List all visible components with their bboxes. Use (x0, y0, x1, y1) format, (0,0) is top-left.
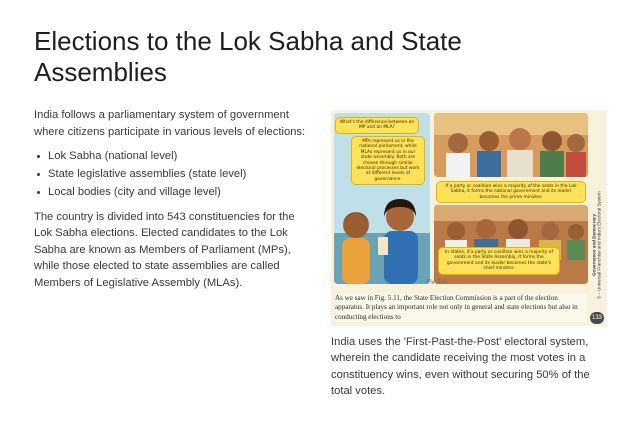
chapter-side-label (592, 180, 602, 310)
constituencies-paragraph: The country is divided into 543 constituencies for the Lok Sabha elections. Elected candidates to the Lok Sabha are known as Members of Parliament (MPs), while those elected to state assemblies are called Members of Legislative Assembly (MLAs). (34, 211, 295, 289)
textbook-paragraph: As we saw in Fig. 5.11, the State Election Commission is a part of the election apparatus. It plays an important role not only in general and state elections but also in conducting elections to (335, 294, 587, 322)
side-label-line2: 5 – Universal Franchise and India's Electoral System (597, 191, 603, 299)
parliament-illustration (434, 113, 588, 177)
list-item: State legislative assemblies (state level) (34, 165, 304, 183)
list-item: Lok Sabha (national level) (34, 147, 304, 165)
side-label-line1: Governance and Democracy (592, 213, 598, 277)
first-past-the-post-paragraph: India uses the 'First-Past-the-Post' electoral system, wherein the candidate receiving the most votes in a constituency wins, even without securing 50% of the total votes. (331, 336, 590, 398)
answer-speech-bubble: MPs represent us in the national parliament, while MLAs represent us in our state assembly. Both are chosen through similar electoral processes but work at different levels of governance. (351, 136, 425, 185)
parliament-drawing (434, 113, 588, 177)
question-speech-bubble: What's the difference between an MP and an MLA? (335, 117, 419, 134)
election-levels-list (34, 147, 304, 201)
intro-paragraph: India follows a parliamentary system of government where citizens participate in various levels of elections: (34, 109, 306, 138)
textbook-page-image (331, 110, 607, 326)
list-item: Local bodies (city and village level) (34, 183, 304, 201)
figure-label: Fig. 5.22 (427, 279, 448, 285)
state-government-bubble: In states, if a party or coalition wins a majority of seats in the State Assembly, it forms the government and its leader becomes the state's chief minister. (438, 247, 560, 275)
slide-title: Elections to the Lok Sabha and State Assemblies (34, 26, 462, 87)
page-number-badge: 133 (590, 312, 604, 324)
national-government-bubble: If a party or coalition wins a majority of the seats in the Lok Sabha, it forms the national government and its leader becomes the prime minister. (436, 181, 586, 203)
